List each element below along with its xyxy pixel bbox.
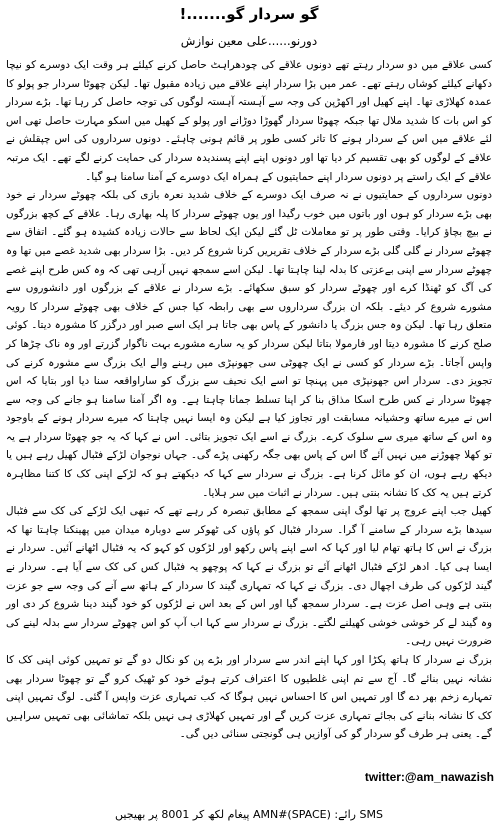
article-paragraph: دونوں سرداروں کے حمایتیوں نے نہ صرف ایک دوسرے کے خلاف شدید نعرہ بازی کی بلکہ چھوٹے سردار نے خود بھی بڑے سردار کو ہوں اور باتوں میں خوب رگیدا اور یوں چھوٹے سردار کا پلہ بھاری رہا۔ علاقے کے کچھ بزرگوں نے بیچ بچاؤ کرایا۔ وقتی طور پر تو معاملات ٹل گئے لیکن ایک لحاظ سے حالات زیادہ کشیدہ ہو گئے۔ اتفاق سے چھوٹے سردار نے گلی گلی بڑے سردار کے خلاف تقریریں کرنا شروع کر دیں۔ بڑا سردار بھی شدید غصے میں تھا وہ چھوٹے سردار سے اپنی بےعزتی کا بدلہ لینا چاہتا تھا۔ لیکن اسے سمجھ نہیں آرہی تھی کہ وہ کس طرح اپنے غصے کی آگ کو ٹھنڈا کرے اور چھوٹے سردار کو سبق سکھائے۔ بڑے سردار نے علاقے کے بزرگوں اور دانشوروں سے مشورے شروع کر دیئے۔ بلکہ ان بزرگ سرداروں سے بھی رابطہ کیا جس کے خلاف بھی چھوٹے سردار کا رویہ متعلق رہا تھا۔ لیکن وہ جس بزرگ یا دانشور کے پاس بھی جاتا ہر ایک اسے صبر اور درگزر کا مشورہ دیتا۔ کوئی صلح کرنے کا مشورہ دیتا اور فارمولا بتاتا لیکن سردار کو یہ سارے مشورے بہت ناگوار گزرتے اور وہ ناک چڑھا کر واپس آجاتا۔ بڑے سردار کو کسی نے ایک چھوٹی سی جھونپڑی میں رہنے والے ایک بزرگ سے مشورہ کرنے کی تجویز دی۔ سردار اس جھونپڑی میں پہنچا تو اسے ایک نحیف سے بزرگ کو ساراواقعہ سنا دیا اور بتایا کہ اس چھوٹا سردار نے کس طرح اسکا مذاق بنا کر اپنا تسلط جمانا چاہتا ہے۔ وہ اگر آمنا سامنا ہو جانے کی وجہ سے اس نے میرے ساتھ وحشیانہ مسابقت اور تجاوز کیا ہے لیکن وہ ایسا نہیں چاہتا کہ میرے سردار ہونے کے باوجود وہ اس کے ساتھ میری سے سلوک کرے۔ بزرگ نے اسے ایک تجویز بتائی۔ اس نے کہا کہ یہ جو چھوٹا سردار ہے یہ تو کھلا چھوڑنے میں نہیں آئے گا اس کے پاس بھی جگہ رکھنی پڑے گی۔ جہاں نوجوان لڑکے فٹبال کھیل رہے ہیں یا دیکھ رہے ہوں، ان کو مائل کرنا ہے۔ بزرگ نے سردار سے کہا کہ دیکھتے ہو کہ لڑکے اپنی کک کا کتنا مظاہرہ کرتے ہیں یہ کک کا نشانہ بنتی ہیں۔ سردار نے اثبات میں سر ہلایا۔	[6, 189, 492, 499]
article-paragraph: بزرگ نے سردار کا ہاتھ پکڑا اور کہا اپنے اندر سے سردار اور بڑے پن کو نکال دو گے تو تمہیں کوئی اپنی کک کا نشانہ نہیں بنائے گا۔ آج سے تم اپنی غلطیوں کا اعتراف کرتے ہوئے خود کو ٹھیک کرو گے تو چھوٹا سردار بھی تمہارے زخم بھر دے گا اور تمہیں اس کا احساس نہیں ہوگا کہ کب تمہاری عزت واپس آ گئی۔ لوگ تمہیں اپنی کک کا نشانہ بنانے کی بجائے تمہاری عزت کریں گے اور تمہیں کھلاڑی ہی نہیں بلکہ تماشائی بھی تمہیں سراہیں گے۔ یعنی ہر طرف گو سردار گو کی آوازیں ہی گونجتی سنائی دیں گی۔	[6, 654, 492, 741]
sms-feedback-note: SMS رائے: (SPACE)#AMN پیغام لکھ کر 8001 پر بھیجیں	[115, 808, 383, 821]
article-byline: دورنو......علی معین نوازش	[180, 34, 318, 48]
article-body	[6, 56, 492, 744]
article-paragraph: کسی علاقے میں دو سردار رہتے تھے دونوں علاقے کی چودھراہٹ حاصل کرنے کیلئے ہر وقت ایک دوسرے کو نیچا دکھانے کیلئے کوشاں رہتے تھے۔ عمر میں بڑا سردار اپنے علاقے میں زیادہ مقبول تھا۔ لیکن چھوٹا سردار جو پولو کا عمدہ کھلاڑی تھا۔ اپنے کھیل اور اکھڑپن کی وجہ سے آہستہ آہستہ لوگوں کی توجہ حاصل کر رہا تھا۔ بڑے سردار کو اس بات کا شدید ملال تھا جبکہ چھوٹا سردار گھوڑا دوڑانے اور پولو کے کھیل میں اسکو مہارت حاصل تھی اس لئے علاقے میں اس کے سردار ہونے کا تاثر کسی طور پر قائم ہونی چاہئے۔ دونوں سرداروں کی اس چپقلش نے علاقے کے لوگوں کو بھی تقسیم کر دیا تھا اور دونوں اپنے اپنے پسندیدہ سردار کی حمایت کرنے لگے تھے۔ ایک مرتبہ علاقے کے ایک راستے پر دونوں سردار اپنے حمایتیوں کے ہمراہ ایک دوسرے کے آمنا سامنا ہو گیا۔	[6, 59, 492, 183]
twitter-handle: twitter:@am_nawazish	[364, 770, 494, 784]
article-title: گو سردار گو.......!	[179, 5, 319, 23]
article-paragraph: کھیل جب اپنے عروج پر تھا لوگ اپنی سمجھ کے مطابق تبصرہ کر رہے تھے کہ تبھی ایک لڑکے کی کک سے فٹبال سیدھا بڑے سردار کے سامنے آ گرا۔ سردار فٹبال کو پاؤں کی ٹھوکر سے دوبارہ میدان میں پھینکنا چاہتا تھا کہ بزرگ نے اس کا ہاتھ تھام لیا اور کہا کہ اسے اپنے پاس رکھو اور لڑکوں کو کہو کہ یہ فٹبال اٹھانے آئیں۔ سردار نے ایسا ہی کیا۔ ادھر لڑکے فٹبال اٹھانے آئے تو بزرگ نے کہا کہ پوچھو یہ فٹبال کس کی کک سے آیا ہے۔ سردار نے گیند لڑکوں کی طرف اچھال دی۔ بزرگ نے کہا کہ تمہاری گیند کا سردار کے ہاتھ سے آنے کی وجہ سے جو عزت بنتی ہے وہی اصل عزت ہے۔ سردار سمجھ گیا اور اس کے بعد اس نے لڑکوں کو خود گیند دینا شروع کر دی اور وہ گیند لے کر خوشی خوشی کھیلنے لگتے۔ بزرگ نے سردار سے کہا اب آپ کو اس چھوٹے سردار سے بدلہ لینے کی ضرورت نہیں رہی۔	[6, 505, 492, 648]
